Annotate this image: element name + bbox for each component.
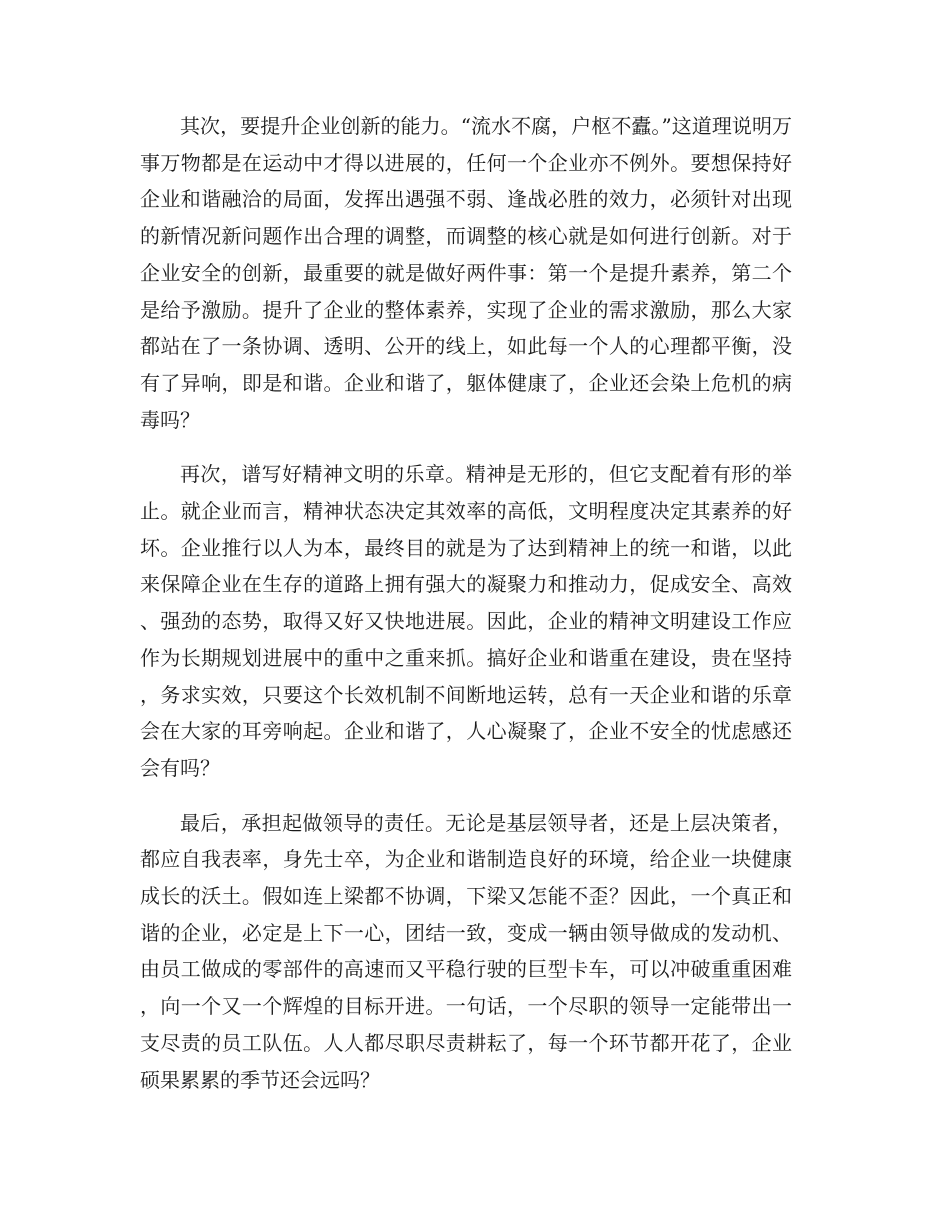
paragraph-innovation: 其次，要提升企业创新的能力。“流水不腐，户枢不蠹。”这道理说明万事万物都是在运动中才得以进展的，任何一个企业亦不例外。要想保持好企业和谐融洽的局面，发挥出遇强不弱、逢战必胜的效力，必须针对出现的新情况新问题作出合理的调整，而调整的核心就是如何进行创新。对于企业安全的创新，最重要的就是做好两件事：第一个是提升素养，第二个是给予激励。提升了企业的整体素养，实现了企业的需求激励，那么大家都站在了一条协调、透明、公开的线上，如此每一个人的心理都平衡，没有了异响，即是和谐。企业和谐了，躯体健康了，企业还会染上危机的病毒吗？ xyxy=(140,114,792,432)
paragraph-spiritual-civilization: 再次，谱写好精神文明的乐章。精神是无形的，但它支配着有形的举止。就企业而言，精神状态决定其效率的高低，文明程度决定其素养的好坏。企业推行以人为本，最终目的就是为了达到精神上的统一和谐，以此来保障企业在生存的道路上拥有强大的凝聚力和推动力，促成安全、高效、强劲的态势，取得又好又快地进展。因此，企业的精神文明建设工作应作为长期规划进展中的重中之重来抓。搞好企业和谐重在建设，贵在坚持，务求实效，只要这个长效机制不间断地运转，总有一天企业和谐的乐章会在大家的耳旁响起。企业和谐了，人心凝聚了，企业不安全的忧虑感还会有吗？ xyxy=(140,462,792,780)
document-body xyxy=(140,108,792,1098)
paragraph-leadership: 最后，承担起做领导的责任。无论是基层领导者，还是上层决策者，都应自我表率，身先士卒，为企业和谐制造良好的环境，给企业一块健康成长的沃土。假如连上梁都不协调，下梁又怎能不歪？因此，一个真正和谐的企业，必定是上下一心，团结一致，变成一辆由领导做成的发动机、由员工做成的零部件的高速而又平稳行驶的巨型卡车，可以冲破重重困难，向一个又一个辉煌的目标开进。一句话，一个尽职的领导一定能带出一支尽责的员工队伍。人人都尽职尽责耕耘了，每一个环节都开花了，企业硕果累累的季节还会远吗？ xyxy=(140,810,792,1092)
